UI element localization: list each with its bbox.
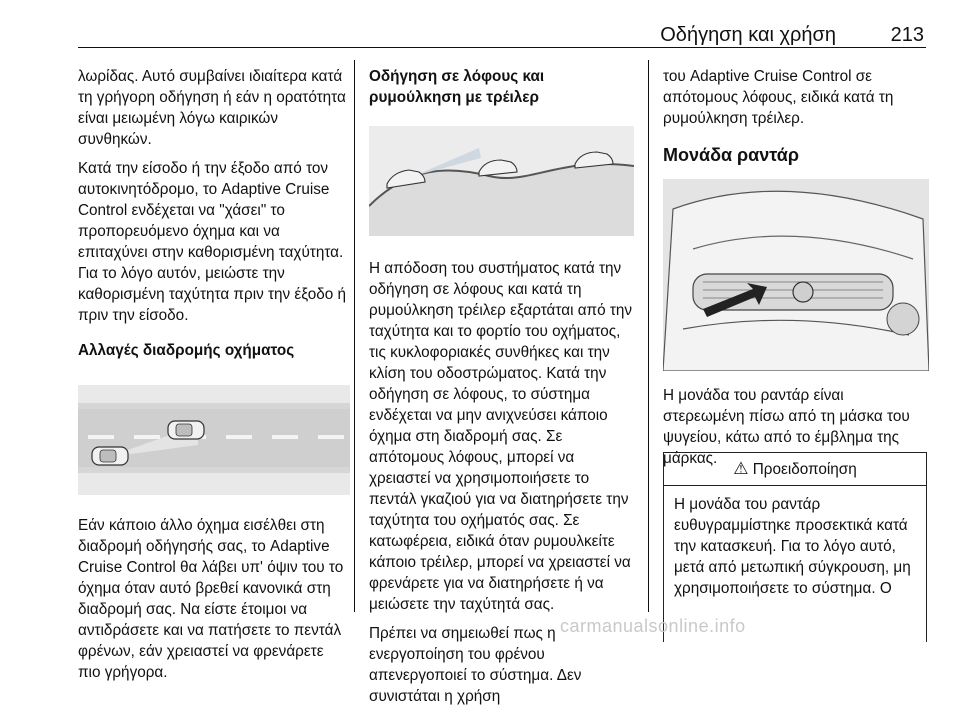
column-1 (78, 66, 350, 691)
page-number: 213 (890, 24, 924, 46)
car-rear (92, 447, 128, 465)
warning-box (663, 452, 927, 642)
section-title: Οδήγηση και χρήση (660, 24, 836, 46)
paragraph: Κατά την είσοδο ή την έξοδο από τον αυτοκινητόδρομο, το Adaptive Cruise Control ενδέχεται να "χάσει" το προπορευόμενο όχημα και να επιταχύνει στην καθορισμένη ταχύτητα. Για το λόγο αυτόν, μειώστε την καθορισμένη ταχύτητα πριν την έξοδο ή πριν την είσοδο. (78, 160, 346, 324)
paragraph: Η μονάδα του ραντάρ είναι στερεωμένη πίσω από τη μάσκα του ψυγείου, κάτω από το έμβλημα της μάρκας. (663, 387, 910, 467)
car-front (168, 421, 204, 439)
column-divider (354, 60, 355, 612)
header-rule (78, 47, 926, 48)
hill-drawing (369, 126, 634, 236)
warning-text: Η μονάδα του ραντάρ ευθυγραμμίστηκε προσεκτικά κατά την κατασκευή. Για το λόγο αυτό, μετά από μετωπική σύγκρουση, μη χρησιμοποιήσετε το σύστημα. Ο (674, 496, 911, 597)
column-3 (663, 66, 929, 477)
heading-radar-unit: Μονάδα ραντάρ (663, 145, 799, 165)
subheading-route-changes: Αλλαγές διαδρομής οχήματος (78, 342, 295, 359)
paragraph: Εάν κάποιο άλλο όχημα εισέλθει στη διαδρομή οδήγησής σας, το Adaptive Cruise Control θα λάβει υπ' όψιν του το όχημα όταν αυτό βρεθεί κανονικά στη διαδρομή σας. Να είστε έτοιμοι να αντιδράσετε και να πατήσετε το πεντάλ φρένων, εάν χρειαστεί να φρενάρετε πιο γρήγορα. (78, 517, 344, 681)
paragraph: του Adaptive Cruise Control σε απότομους λόφους, ειδικά κατά τη ρυμούλκηση τρέιλερ. (663, 68, 894, 127)
paragraph: Πρέπει να σημειωθεί πως η ενεργοποίηση του φρένου απενεργοποιεί το σύστημα. Δεν συνιστάται η χρήση (369, 625, 582, 705)
warning-header (664, 453, 926, 486)
hill-driving-illustration (369, 126, 634, 236)
lane-change-illustration (78, 385, 350, 495)
paragraph: Η απόδοση του συστήματος κατά την οδήγηση σε λόφους και κατά τη ρυμούλκηση τρέιλερ εξαρτάται από την ταχύτητα και το φορτίο του οχήματος, τις κυκλοφοριακές συνθήκες και την κλίση του οδοστρώματος. Κατά την οδήγηση σε λόφους, το σύστημα ενδέχεται να μην ανιχνεύσει κάποιο όχημα στη διαδρομή σας. Σε απότομους λόφους, μπορεί να χρειαστεί να χρησιμοποιήσετε το πεντάλ γκαζιού για να διατηρήσετε την ταχύτητα του οχήματός σας. Σε κατωφέρεια, ειδικά όταν ρυμουλκείτε κάποιο τρέιλερ, μπορεί να χρειαστεί να φρενάρετε για να διατηρήσετε ή να μειώσετε την ταχύτητά σας. (369, 260, 633, 613)
lane-change-drawing (78, 385, 350, 495)
paragraph: λωρίδας. Αυτό συμβαίνει ιδιαίτερα κατά τη γρήγορη οδήγηση ή εάν η ορατότητα είναι μειωμένη λόγω καιρικών συνθηκών. (78, 68, 346, 148)
watermark: carmanualsonline.info (560, 616, 746, 636)
column-divider (648, 60, 649, 612)
warning-triangle-icon: ⚠ (733, 459, 749, 478)
radar-unit-illustration (663, 179, 929, 371)
warning-title: Προειδοποίηση (752, 461, 857, 478)
page-header (78, 18, 926, 48)
subheading-hills-towing: Οδήγηση σε λόφους και ρυμούλκηση με τρέιλερ (369, 68, 545, 106)
car-front-drawing (663, 179, 929, 371)
